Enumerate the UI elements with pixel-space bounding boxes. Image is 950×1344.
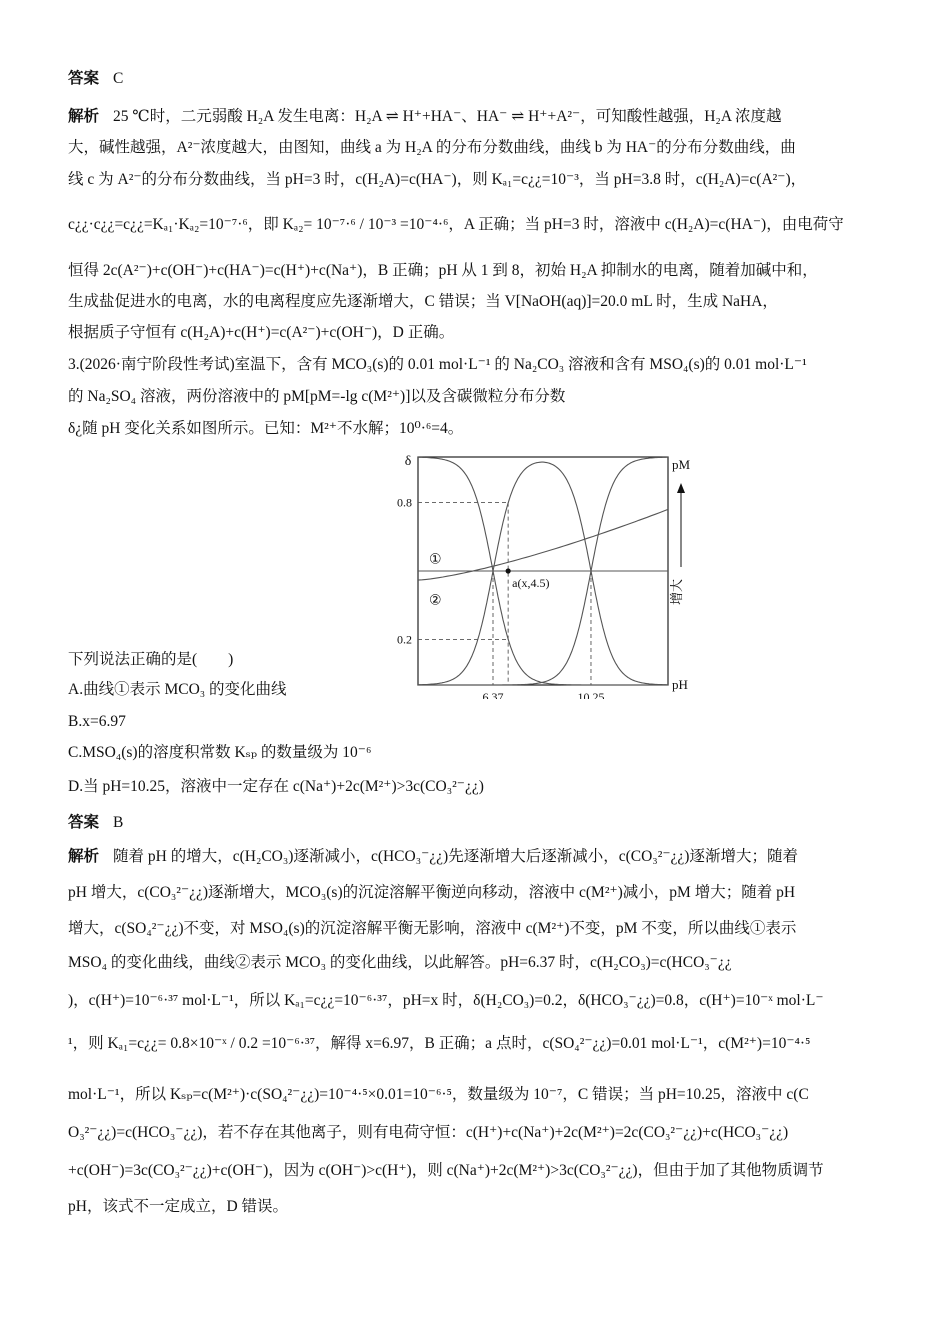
point-a-label: a(x,4.5) (512, 576, 550, 590)
explain-1-line-4: 恒得 2c(A²⁻)+c(OH⁻)+c(HA⁻)=c(H⁺)+c(Na⁺)，B 正确；pH 从 1 到 8，初始 H₂A 抑制水的电离，随着加碱中和， (68, 262, 818, 279)
ytick-0-8: 0.8 (397, 495, 412, 510)
chart-svg (323, 447, 713, 699)
explain-2-line-6: mol·L⁻¹，所以 Kₛₚ=c(M²⁺)·c(SO₄²⁻¿¿)=10⁻⁴·⁵×0.01=10⁻⁶·⁵，数量级为 10⁻⁷，C 错误；当 pH=10.25，溶液中 c(C (68, 1086, 809, 1103)
point-a (506, 568, 511, 573)
answer-1-value: C (113, 70, 124, 87)
explain-2-line-2: 增大，c(SO₄²⁻¿¿)不变，对 MSO₄(s)的沉淀溶解平衡无影响，溶液中 c(M²⁺)不变，pM 不变，所以曲线①表示 (68, 920, 797, 937)
question-line-0: 3.(2026·南宁阶段性考试)室温下，含有 MCO₃(s)的 0.01 mol·L⁻¹ 的 Na₂CO₃ 溶液和含有 MSO₄(s)的 0.01 mol·L⁻¹ (68, 356, 807, 373)
y-axis-label: δ (404, 454, 412, 469)
curve-2-label: ② (429, 593, 442, 609)
explain-1-line-0: 解析 25 ℃时，二元弱酸 H₂A 发生电离：H₂A ⇌ H⁺+HA⁻、HA⁻ ⇌ H⁺+A²⁻，可知酸性越强，H₂A 浓度越 (68, 108, 782, 125)
explain-2-line-8: +c(OH⁻)=3c(CO₃²⁻¿¿)+c(OH⁻)，因为 c(OH⁻)>c(H⁺)，则 c(Na⁺)+2c(M²⁺)>3c(CO₃²⁻¿¿)，但由于加了其他物质调节 (68, 1162, 824, 1179)
explain-1-label: 解析 (68, 108, 100, 125)
question-line-1: 的 Na₂SO₄ 溶液，两份溶液中的 pM[pM=-lg c(M²⁺)]以及含碳微粒分布分数 (68, 388, 566, 405)
explain-2-line-7: O₃²⁻¿¿)=c(HCO₃⁻¿¿)，若不存在其他离子，则有电荷守恒：c(H⁺)+c(Na⁺)+2c(M²⁺)=2c(CO₃²⁻¿¿)+c(HCO₃⁻¿¿) (68, 1124, 789, 1141)
explain-1-line-5: 生成盐促进水的电离，水的电离程度应先逐渐增大，C 错误；当 V[NaOH(aq)]=20.0 mL 时，生成 NaHA， (68, 293, 778, 310)
pm-increase-label: 增大 (669, 578, 684, 606)
explain-2-line-3: MSO₄ 的变化曲线，曲线②表示 MCO₃ 的变化曲线，以此解答。pH=6.37 时，c(H₂CO₃)=c(HCO₃⁻¿¿ (68, 954, 732, 971)
explain-2-line-0: 解析 随着 pH 的增大，c(H₂CO₃)逐渐减小，c(HCO₃⁻¿¿)先逐渐增大后逐渐减小，c(CO₃²⁻¿¿)逐渐增大；随着 (68, 848, 798, 865)
option-b: B.x=6.97 (68, 713, 126, 730)
ytick-0-2: 0.2 (397, 632, 412, 647)
explain-2-line-5: ¹，则 Kₐ₁=c¿¿= 0.8×10⁻ˣ / 0.2 =10⁻⁶·³⁷，解得 x=6.97，B 正确；a 点时，c(SO₄²⁻¿¿)=0.01 mol·L⁻¹，c(M²⁺)=10⁻⁴·⁵ (68, 1035, 811, 1052)
question-prompt: 下列说法正确的是( ) (68, 651, 234, 668)
explain-1-line-3: c¿¿·c¿¿=c¿¿=Kₐ₁·Kₐ₂=10⁻⁷·⁶，即 Kₐ₂= 10⁻⁷·⁶ / 10⁻³ =10⁻⁴·⁶，A 正确；当 pH=3 时，溶液中 c(H₂A)=c(HA⁻)，由电荷守 (68, 216, 844, 233)
xtick-pka2: 10.25 (577, 690, 605, 699)
answer-2-value: B (113, 814, 124, 831)
option-a: A.曲线①表示 MCO₃ 的变化曲线 (68, 681, 287, 698)
xtick-pka1: 6.37 (482, 690, 504, 699)
answer-1-label: 答案 (68, 70, 100, 87)
explain-1-line-6: 根据质子守恒有 c(H₂A)+c(H⁺)=c(A²⁻)+c(OH⁻)，D 正确。 (68, 324, 455, 341)
hco3-curve (418, 462, 668, 685)
answer-2-label: 答案 (68, 814, 100, 831)
curve-1-label: ① (429, 552, 442, 568)
option-d: D.当 pH=10.25，溶液中一定存在 c(Na⁺)+2c(M²⁺)>3c(CO₃²⁻¿¿) (68, 778, 484, 795)
explain-1-line-2: 线 c 为 A²⁻的分布分数曲线，当 pH=3 时，c(H₂A)=c(HA⁻)，则 Kₐ₁=c¿¿=10⁻³，当 pH=3.8 时，c(H₂A)=c(A²⁻)， (68, 171, 807, 188)
x-axis-label: pH (672, 677, 688, 692)
answer-2-line (68, 812, 123, 834)
option-c: C.MSO₄(s)的溶度积常数 Kₛₚ 的数量级为 10⁻⁶ (68, 744, 372, 761)
explain-2-line-4: )，c(H⁺)=10⁻⁶·³⁷ mol·L⁻¹，所以 Kₐ₁=c¿¿=10⁻⁶·³⁷，pH=x 时，δ(H₂CO₃)=0.2，δ(HCO₃⁻¿¿)=0.8，c(H⁺)=10⁻ˣ mol·L⁻ (68, 992, 824, 1009)
explain-1-line-1: 大，碱性越强，A²⁻浓度越大，由图知，曲线 a 为 H₂A 的分布分数曲线，曲线 b 为 HA⁻的分布分数曲线，曲 (68, 139, 796, 156)
pm-axis-label: pM (672, 457, 691, 472)
explain-2-label: 解析 (68, 848, 100, 865)
curve-2 (418, 509, 668, 580)
explain-2-line-9: pH，该式不一定成立，D 错误。 (68, 1198, 289, 1215)
distribution-chart (323, 447, 713, 699)
answer-1-line (68, 68, 123, 90)
pm-arrow-head (677, 483, 685, 493)
explain-2-line-1: pH 增大，c(CO₃²⁻¿¿)逐渐增大，MCO₃(s)的沉淀溶解平衡逆向移动，溶液中 c(M²⁺)减小，pM 增大；随着 pH (68, 884, 796, 901)
question-line-2: δ¿随 pH 变化关系如图所示。已知：M²⁺不水解；10⁰·⁶=4。 (68, 420, 464, 437)
